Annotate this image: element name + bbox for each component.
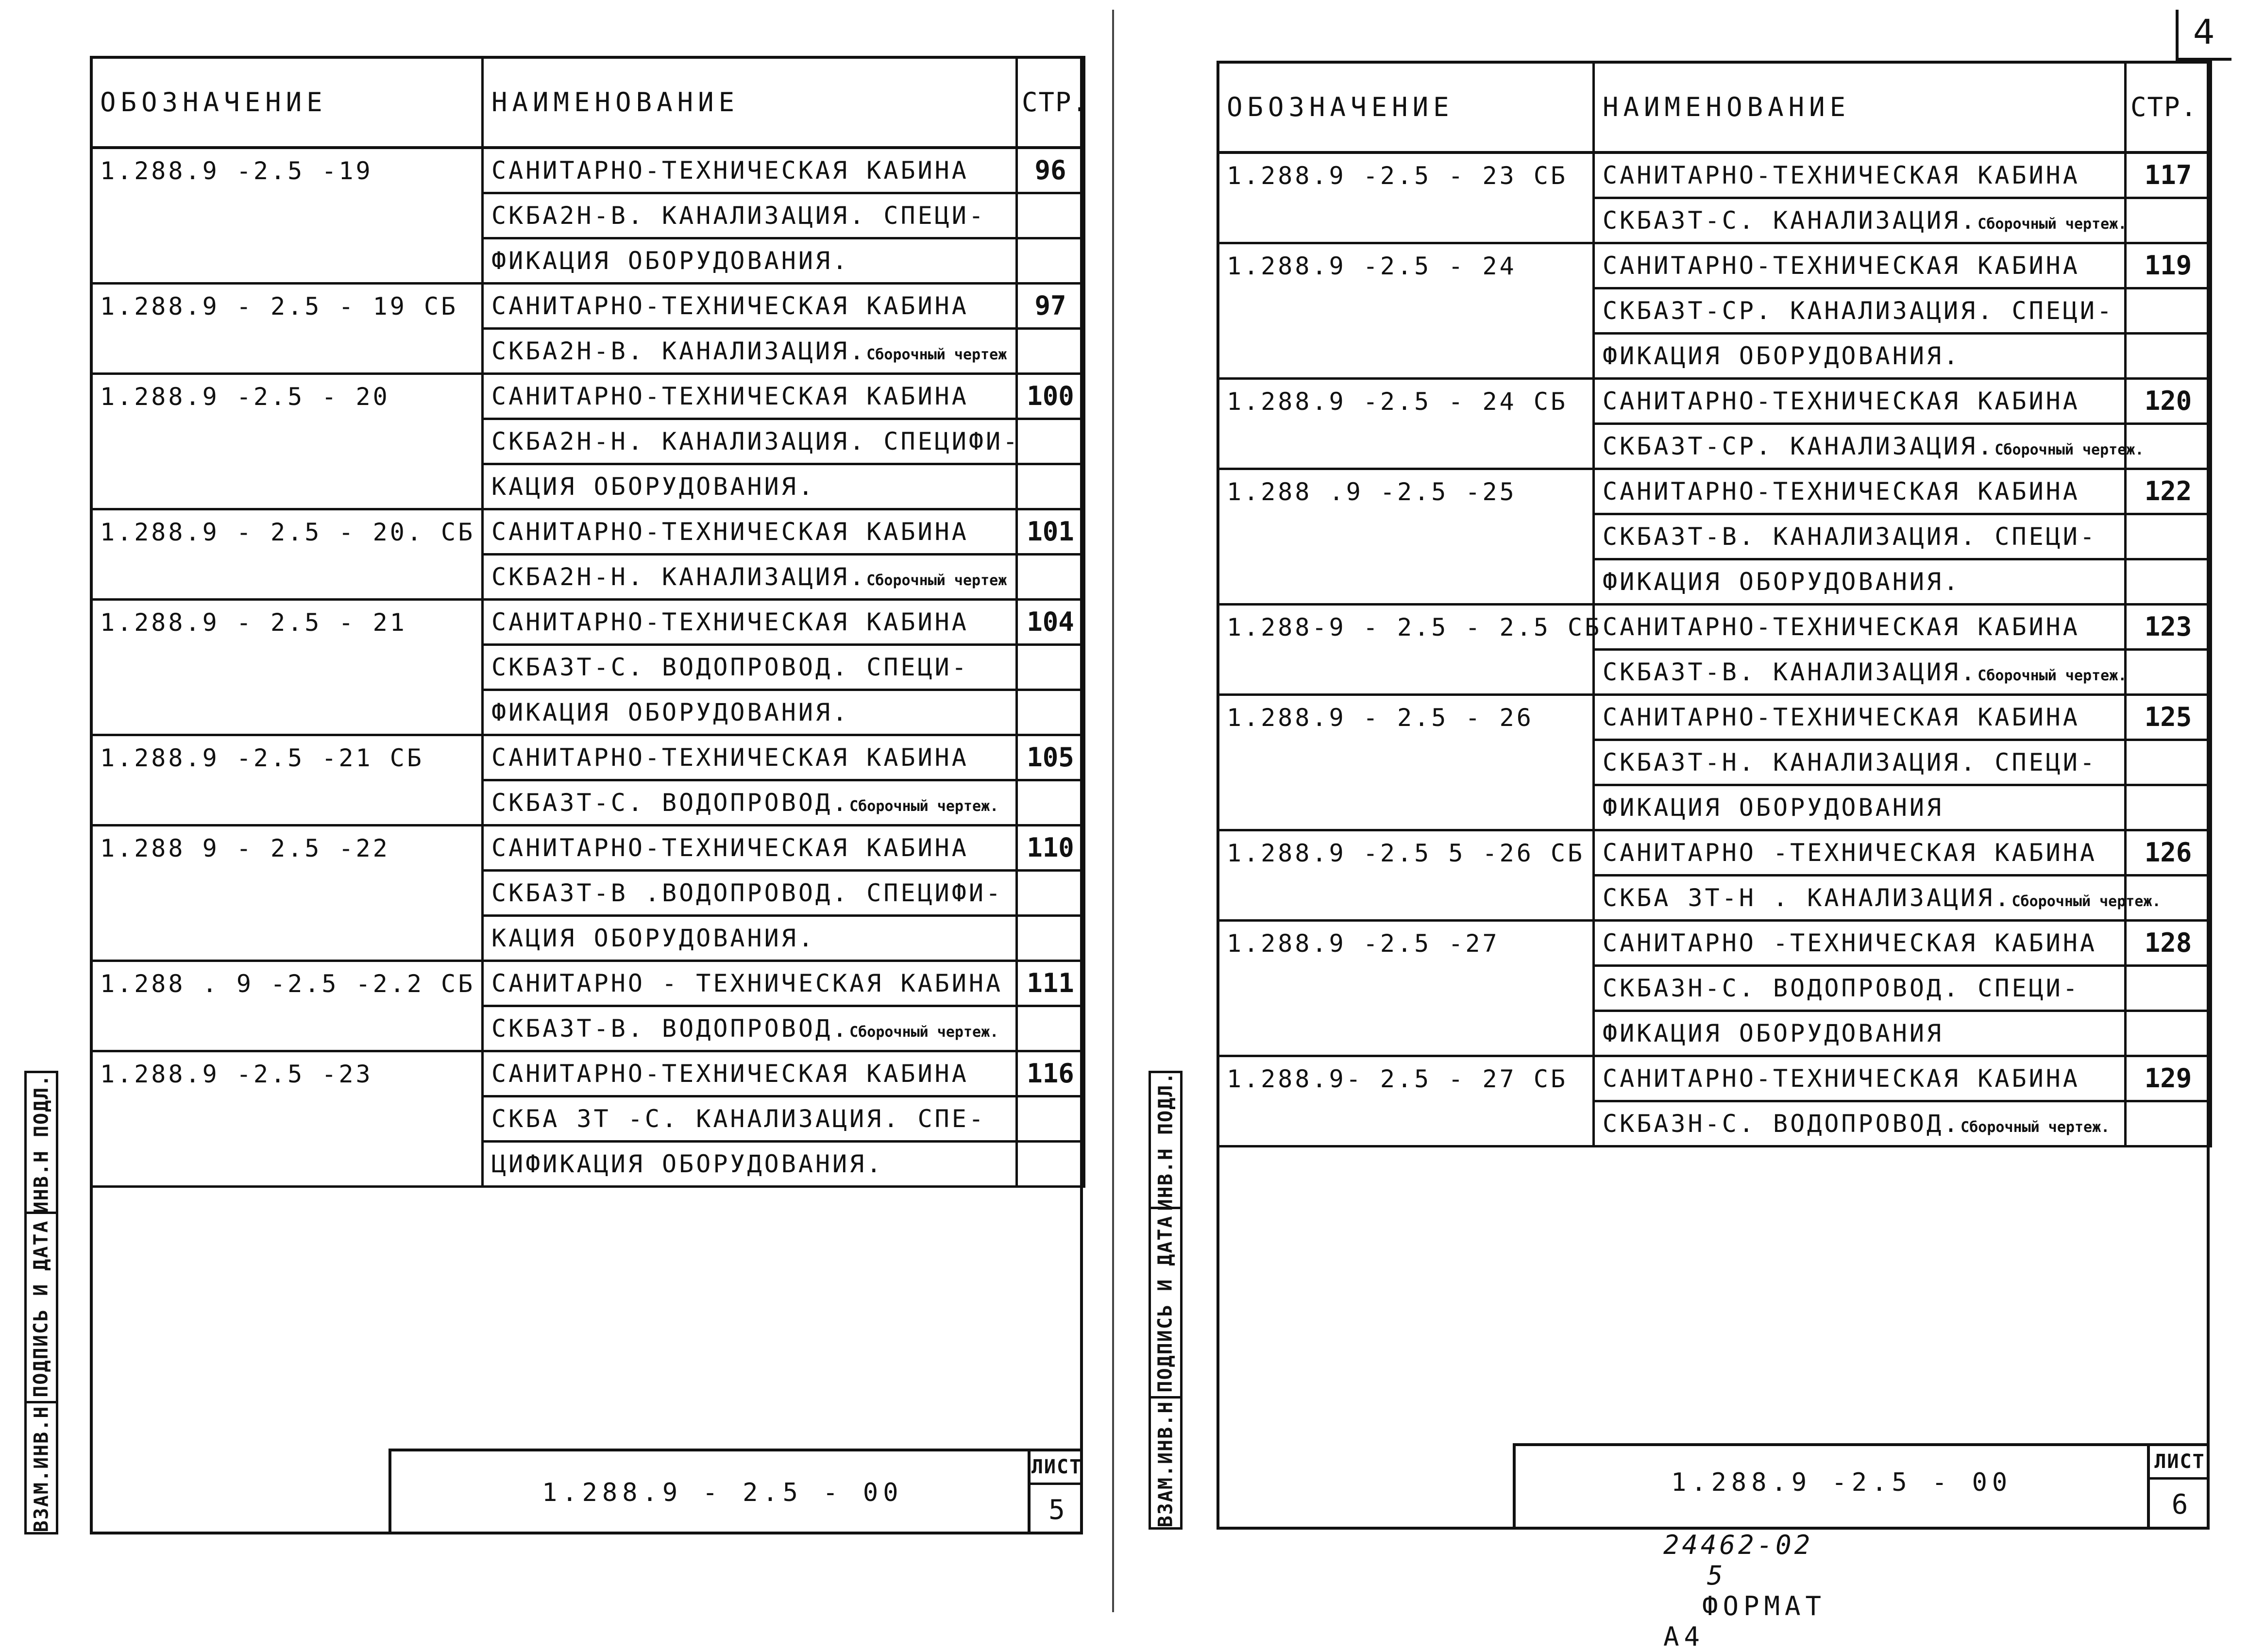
table-row bbox=[1218, 921, 2211, 966]
name-line: САНИТАРНО-ТЕХНИЧЕСКАЯ КАБИНА bbox=[483, 1051, 1017, 1096]
page-cell: 126 bbox=[2126, 830, 2211, 876]
right-sidebar bbox=[1149, 1071, 1183, 1530]
name-line: ФИКАЦИЯ ОБОРУДОВАНИЯ. bbox=[1594, 334, 2126, 379]
left-sidebar bbox=[24, 1071, 58, 1534]
designation-cell: 1.288.9- 2.5 - 27 СБ bbox=[1218, 1056, 1594, 1101]
table-row-continuation bbox=[91, 645, 1084, 690]
name-line: КАЦИЯ ОБОРУДОВАНИЯ. bbox=[483, 916, 1017, 961]
sidebar-inv-podl: ИНВ.Н ПОДЛ. bbox=[1151, 1071, 1180, 1209]
name-line: САНИТАРНО-ТЕХНИЧЕСКАЯ КАБИНА bbox=[1594, 379, 2126, 424]
designation-cell bbox=[1218, 876, 1594, 921]
designation-cell bbox=[1218, 514, 1594, 559]
left-document-code: 1.288.9 - 2.5 - 00 bbox=[542, 1478, 903, 1507]
table-row bbox=[91, 148, 1084, 193]
page-cell bbox=[2126, 1101, 2211, 1146]
page-cell: 117 bbox=[2126, 152, 2211, 198]
name-line: СКБА3Н-С. ВОДОПРОВОД. СПЕЦИ- bbox=[1594, 966, 2126, 1011]
designation-cell: 1.288.9 -2.5 5 -26 СБ bbox=[1218, 830, 1594, 876]
page-cell: 97 bbox=[1017, 284, 1084, 329]
right-table-body bbox=[1218, 152, 2211, 1146]
table-row bbox=[91, 961, 1084, 1006]
table-row-continuation bbox=[91, 193, 1084, 238]
page-cell bbox=[2126, 559, 2211, 605]
corner-number-box bbox=[2176, 10, 2231, 61]
right-sheet-label: ЛИСТ bbox=[2150, 1446, 2210, 1480]
header-name: НАИМЕНОВАНИЕ bbox=[1594, 62, 2126, 152]
name-line: СКБА 3Т-Н . КАНАЛИЗАЦИЯ.Сборочный чертеж. bbox=[1594, 876, 2126, 921]
left-sheet-box bbox=[1028, 1451, 1083, 1534]
table-row bbox=[1218, 243, 2211, 288]
sidebar-inv-podl: ИНВ.Н ПОДЛ. bbox=[27, 1071, 56, 1214]
table-row-continuation bbox=[91, 329, 1084, 374]
designation-cell bbox=[91, 1096, 483, 1142]
designation-cell bbox=[91, 690, 483, 735]
designation-cell bbox=[1218, 288, 1594, 334]
left-table-body bbox=[91, 148, 1084, 1187]
table-row bbox=[1218, 1056, 2211, 1101]
assembly-drawing-note: Сборочный чертеж. bbox=[1978, 216, 2127, 233]
page-cell: 120 bbox=[2126, 379, 2211, 424]
designation-cell bbox=[91, 238, 483, 284]
footer-copy-number: 5 bbox=[1707, 1560, 1726, 1591]
table-row bbox=[1218, 152, 2211, 198]
right-contents-table bbox=[1217, 61, 2212, 1147]
name-line: СКБА3Т-В. КАНАЛИЗАЦИЯ. СПЕЦИ- bbox=[1594, 514, 2126, 559]
designation-cell bbox=[1218, 424, 1594, 469]
designation-cell: 1.288.9 -2.5 -27 bbox=[1218, 921, 1594, 966]
name-line: ЦИФИКАЦИЯ ОБОРУДОВАНИЯ. bbox=[483, 1142, 1017, 1187]
table-row-continuation bbox=[1218, 559, 2211, 605]
designation-cell: 1.288 .9 -2.5 -25 bbox=[1218, 469, 1594, 514]
page-cell bbox=[2126, 740, 2211, 785]
page-cell bbox=[2126, 514, 2211, 559]
name-line: СКБА3Т-СР. КАНАЛИЗАЦИЯ.Сборочный чертеж. bbox=[1594, 424, 2126, 469]
table-row-continuation bbox=[91, 238, 1084, 284]
designation-cell: 1.288.9 -2.5 - 20 bbox=[91, 374, 483, 419]
name-line: САНИТАРНО -ТЕХНИЧЕСКАЯ КАБИНА bbox=[1594, 830, 2126, 876]
assembly-drawing-note: Сборочный чертеж. bbox=[1994, 441, 2144, 458]
name-line: САНИТАРНО-ТЕХНИЧЕСКАЯ КАБИНА bbox=[483, 600, 1017, 645]
assembly-drawing-note: Сборочный чертеж. bbox=[1978, 667, 2127, 684]
page-cell bbox=[2126, 198, 2211, 243]
table-row-continuation bbox=[91, 1096, 1084, 1142]
name-line: СКБА3Т-Н. КАНАЛИЗАЦИЯ. СПЕЦИ- bbox=[1594, 740, 2126, 785]
page-cell bbox=[1017, 193, 1084, 238]
page-cell: 119 bbox=[2126, 243, 2211, 288]
name-line: СКБА2Н-Н. КАНАЛИЗАЦИЯ. СПЕЦИФИ- bbox=[483, 419, 1017, 464]
table-row bbox=[91, 735, 1084, 780]
page-cell bbox=[2126, 1011, 2211, 1056]
name-line: САНИТАРНО-ТЕХНИЧЕСКАЯ КАБИНА bbox=[1594, 243, 2126, 288]
assembly-drawing-note: Сборочный чертеж. bbox=[2011, 893, 2161, 910]
designation-cell bbox=[91, 329, 483, 374]
designation-cell bbox=[1218, 740, 1594, 785]
header-page: СТР. bbox=[2126, 62, 2211, 152]
designation-cell: 1.288 . 9 -2.5 -2.2 СБ bbox=[91, 961, 483, 1006]
designation-cell: 1.288.9 -2.5 -19 bbox=[91, 148, 483, 193]
table-row-continuation bbox=[1218, 334, 2211, 379]
right-title-block bbox=[1513, 1443, 2210, 1530]
designation-cell bbox=[91, 555, 483, 600]
designation-cell: 1.288.9 - 2.5 - 19 СБ bbox=[91, 284, 483, 329]
page-cell bbox=[1017, 645, 1084, 690]
name-line: САНИТАРНО-ТЕХНИЧЕСКАЯ КАБИНА bbox=[483, 735, 1017, 780]
table-row bbox=[91, 1051, 1084, 1096]
name-line: ФИКАЦИЯ ОБОРУДОВАНИЯ. bbox=[483, 238, 1017, 284]
table-row-continuation bbox=[1218, 288, 2211, 334]
sidebar-vzam-inv: ВЗАМ.ИНВ.Н bbox=[27, 1401, 56, 1534]
page-cell bbox=[2126, 288, 2211, 334]
table-row-continuation bbox=[1218, 876, 2211, 921]
name-line: СКБА 3Т -С. КАНАЛИЗАЦИЯ. СПЕ- bbox=[483, 1096, 1017, 1142]
table-row bbox=[91, 284, 1084, 329]
table-row-continuation bbox=[1218, 424, 2211, 469]
designation-cell bbox=[1218, 198, 1594, 243]
designation-cell bbox=[91, 419, 483, 464]
page-cell bbox=[2126, 966, 2211, 1011]
table-header bbox=[1218, 62, 2211, 152]
name-line: САНИТАРНО-ТЕХНИЧЕСКАЯ КАБИНА bbox=[483, 284, 1017, 329]
table-row-continuation bbox=[1218, 785, 2211, 830]
name-line: СКБА3Т-СР. КАНАЛИЗАЦИЯ. СПЕЦИ- bbox=[1594, 288, 2126, 334]
page-cell: 116 bbox=[1017, 1051, 1084, 1096]
designation-cell bbox=[91, 916, 483, 961]
page-cell: 123 bbox=[2126, 605, 2211, 650]
table-row-continuation bbox=[91, 464, 1084, 509]
page-cell: 128 bbox=[2126, 921, 2211, 966]
footer-format: ФОРМАТ А4 bbox=[1663, 1591, 1826, 1652]
table-row bbox=[91, 509, 1084, 555]
designation-cell: 1.288.9 -2.5 -23 bbox=[91, 1051, 483, 1096]
header-page: СТР. bbox=[1017, 57, 1084, 148]
assembly-drawing-note: Сборочный чертеж. bbox=[849, 798, 999, 815]
page-cell bbox=[1017, 871, 1084, 916]
left-title-block bbox=[389, 1449, 1083, 1534]
right-sheet-box bbox=[2147, 1446, 2210, 1530]
table-row-continuation bbox=[1218, 1011, 2211, 1056]
name-line: САНИТАРНО-ТЕХНИЧЕСКАЯ КАБИНА bbox=[1594, 469, 2126, 514]
designation-cell bbox=[91, 1142, 483, 1187]
table-row-continuation bbox=[91, 780, 1084, 826]
page-cell bbox=[1017, 238, 1084, 284]
table-row-continuation bbox=[91, 555, 1084, 600]
page-cell bbox=[1017, 1006, 1084, 1051]
designation-cell: 1.288.9 -2.5 -21 СБ bbox=[91, 735, 483, 780]
table-row-continuation bbox=[91, 1006, 1084, 1051]
header-name: НАИМЕНОВАНИЕ bbox=[483, 57, 1017, 148]
designation-cell: 1.288-9 - 2.5 - 2.5 СБ bbox=[1218, 605, 1594, 650]
designation-cell bbox=[1218, 1011, 1594, 1056]
page-cell bbox=[1017, 780, 1084, 826]
name-line: ФИКАЦИЯ ОБОРУДОВАНИЯ bbox=[1594, 785, 2126, 830]
page-cell: 111 bbox=[1017, 961, 1084, 1006]
page-cell bbox=[2126, 785, 2211, 830]
table-row bbox=[1218, 605, 2211, 650]
footer bbox=[1663, 1530, 1826, 1652]
page-cell: 125 bbox=[2126, 695, 2211, 740]
header-designation: ОБОЗНАЧЕНИЕ bbox=[91, 57, 483, 148]
name-line: СКБА3Т-В. ВОДОПРОВОД.Сборочный чертеж. bbox=[483, 1006, 1017, 1051]
sidebar-signature-date: ПОДПИСЬ И ДАТА bbox=[1151, 1207, 1180, 1399]
designation-cell bbox=[91, 645, 483, 690]
page-cell: 105 bbox=[1017, 735, 1084, 780]
table-row-continuation bbox=[1218, 650, 2211, 695]
page-cell bbox=[1017, 690, 1084, 735]
page-cell bbox=[1017, 329, 1084, 374]
name-line: СКБА3Т-В .ВОДОПРОВОД. СПЕЦИФИ- bbox=[483, 871, 1017, 916]
table-row-continuation bbox=[1218, 1101, 2211, 1146]
name-line: СКБА3Н-С. ВОДОПРОВОД.Сборочный чертеж. bbox=[1594, 1101, 2126, 1146]
designation-cell bbox=[91, 1006, 483, 1051]
page-cell: 129 bbox=[2126, 1056, 2211, 1101]
table-row-continuation bbox=[1218, 198, 2211, 243]
table-row bbox=[1218, 695, 2211, 740]
designation-cell: 1.288.9 - 2.5 - 26 bbox=[1218, 695, 1594, 740]
page-cell: 104 bbox=[1017, 600, 1084, 645]
page-cell: 101 bbox=[1017, 509, 1084, 555]
table-row-continuation bbox=[1218, 514, 2211, 559]
designation-cell bbox=[1218, 966, 1594, 1011]
name-line: СКБА3Т-С. ВОДОПРОВОД. СПЕЦИ- bbox=[483, 645, 1017, 690]
name-line: САНИТАРНО-ТЕХНИЧЕСКАЯ КАБИНА bbox=[1594, 1056, 2126, 1101]
table-row bbox=[91, 826, 1084, 871]
designation-cell bbox=[91, 780, 483, 826]
designation-cell: 1.288 9 - 2.5 -22 bbox=[91, 826, 483, 871]
designation-cell bbox=[1218, 559, 1594, 605]
designation-cell: 1.288.9 - 2.5 - 21 bbox=[91, 600, 483, 645]
name-line: СКБА2Н-В. КАНАЛИЗАЦИЯ.Сборочный чертеж bbox=[483, 329, 1017, 374]
name-line: СКБА3Т-В. КАНАЛИЗАЦИЯ.Сборочный чертеж. bbox=[1594, 650, 2126, 695]
designation-cell bbox=[1218, 650, 1594, 695]
page-cell bbox=[2126, 650, 2211, 695]
table-row bbox=[1218, 379, 2211, 424]
table-row-continuation bbox=[91, 871, 1084, 916]
table-header bbox=[91, 57, 1084, 148]
table-row bbox=[91, 374, 1084, 419]
left-sheet-label: ЛИСТ bbox=[1031, 1451, 1083, 1485]
table-row-continuation bbox=[91, 419, 1084, 464]
name-line: САНИТАРНО-ТЕХНИЧЕСКАЯ КАБИНА bbox=[483, 509, 1017, 555]
table-row-continuation bbox=[91, 916, 1084, 961]
table-row bbox=[91, 600, 1084, 645]
table-row-continuation bbox=[91, 690, 1084, 735]
assembly-drawing-note: Сборочный чертеж bbox=[866, 572, 1007, 589]
sidebar-vzam-inv: ВЗАМ.ИНВ.Н bbox=[1151, 1396, 1180, 1530]
name-line: КАЦИЯ ОБОРУДОВАНИЯ. bbox=[483, 464, 1017, 509]
footer-order-number: 24462-02 bbox=[1663, 1530, 1813, 1560]
designation-cell: 1.288.9 -2.5 - 23 СБ bbox=[1218, 152, 1594, 198]
name-line: ФИКАЦИЯ ОБОРУДОВАНИЯ. bbox=[483, 690, 1017, 735]
left-sheet-number: 5 bbox=[1048, 1494, 1065, 1526]
assembly-drawing-note: Сборочный чертеж. bbox=[849, 1024, 999, 1041]
page-cell bbox=[1017, 419, 1084, 464]
name-line: СКБА3Т-С. ВОДОПРОВОД.Сборочный чертеж. bbox=[483, 780, 1017, 826]
name-line: ФИКАЦИЯ ОБОРУДОВАНИЯ. bbox=[1594, 559, 2126, 605]
page-cell bbox=[1017, 464, 1084, 509]
name-line: СКБА3Т-С. КАНАЛИЗАЦИЯ.Сборочный чертеж. bbox=[1594, 198, 2126, 243]
name-line: СКБА2Н-Н. КАНАЛИЗАЦИЯ.Сборочный чертеж bbox=[483, 555, 1017, 600]
name-line: САНИТАРНО-ТЕХНИЧЕСКАЯ КАБИНА bbox=[1594, 605, 2126, 650]
page-cell: 100 bbox=[1017, 374, 1084, 419]
name-line: САНИТАРНО-ТЕХНИЧЕСКАЯ КАБИНА bbox=[1594, 695, 2126, 740]
page-cell: 96 bbox=[1017, 148, 1084, 193]
page-cell: 122 bbox=[2126, 469, 2211, 514]
fold-line bbox=[1112, 10, 1114, 1612]
name-line: САНИТАРНО-ТЕХНИЧЕСКАЯ КАБИНА bbox=[483, 374, 1017, 419]
name-line: САНИТАРНО -ТЕХНИЧЕСКАЯ КАБИНА bbox=[1594, 921, 2126, 966]
page-cell bbox=[2126, 334, 2211, 379]
name-line: САНИТАРНО-ТЕХНИЧЕСКАЯ КАБИНА bbox=[483, 826, 1017, 871]
name-line: ФИКАЦИЯ ОБОРУДОВАНИЯ bbox=[1594, 1011, 2126, 1056]
page-cell bbox=[1017, 916, 1084, 961]
name-line: САНИТАРНО-ТЕХНИЧЕСКАЯ КАБИНА bbox=[483, 148, 1017, 193]
assembly-drawing-note: Сборочный чертеж bbox=[866, 346, 1007, 363]
table-row bbox=[1218, 830, 2211, 876]
name-line: САНИТАРНО - ТЕХНИЧЕСКАЯ КАБИНА bbox=[483, 961, 1017, 1006]
page-cell bbox=[1017, 555, 1084, 600]
table-row-continuation bbox=[91, 1142, 1084, 1187]
table-row bbox=[1218, 469, 2211, 514]
designation-cell bbox=[91, 193, 483, 238]
designation-cell bbox=[1218, 1101, 1594, 1146]
designation-cell: 1.288.9 -2.5 - 24 bbox=[1218, 243, 1594, 288]
designation-cell bbox=[91, 871, 483, 916]
designation-cell bbox=[1218, 334, 1594, 379]
right-document-code: 1.288.9 -2.5 - 00 bbox=[1671, 1468, 2012, 1497]
designation-cell: 1.288.9 - 2.5 - 20. СБ bbox=[91, 509, 483, 555]
name-line: САНИТАРНО-ТЕХНИЧЕСКАЯ КАБИНА bbox=[1594, 152, 2126, 198]
name-line: СКБА2Н-В. КАНАЛИЗАЦИЯ. СПЕЦИ- bbox=[483, 193, 1017, 238]
right-sheet-number: 6 bbox=[2171, 1489, 2188, 1520]
designation-cell bbox=[91, 464, 483, 509]
page-cell: 110 bbox=[1017, 826, 1084, 871]
page-cell bbox=[1017, 1096, 1084, 1142]
designation-cell bbox=[1218, 785, 1594, 830]
header-designation: ОБОЗНАЧЕНИЕ bbox=[1218, 62, 1594, 152]
left-contents-table bbox=[90, 56, 1089, 1188]
table-row-continuation bbox=[1218, 740, 2211, 785]
assembly-drawing-note: Сборочный чертеж. bbox=[1961, 1119, 2110, 1136]
sidebar-signature-date: ПОДПИСЬ И ДАТА bbox=[27, 1212, 56, 1403]
page-cell bbox=[1017, 1142, 1084, 1187]
corner-number: 4 bbox=[2193, 12, 2215, 52]
table-row-continuation bbox=[1218, 966, 2211, 1011]
designation-cell: 1.288.9 -2.5 - 24 СБ bbox=[1218, 379, 1594, 424]
